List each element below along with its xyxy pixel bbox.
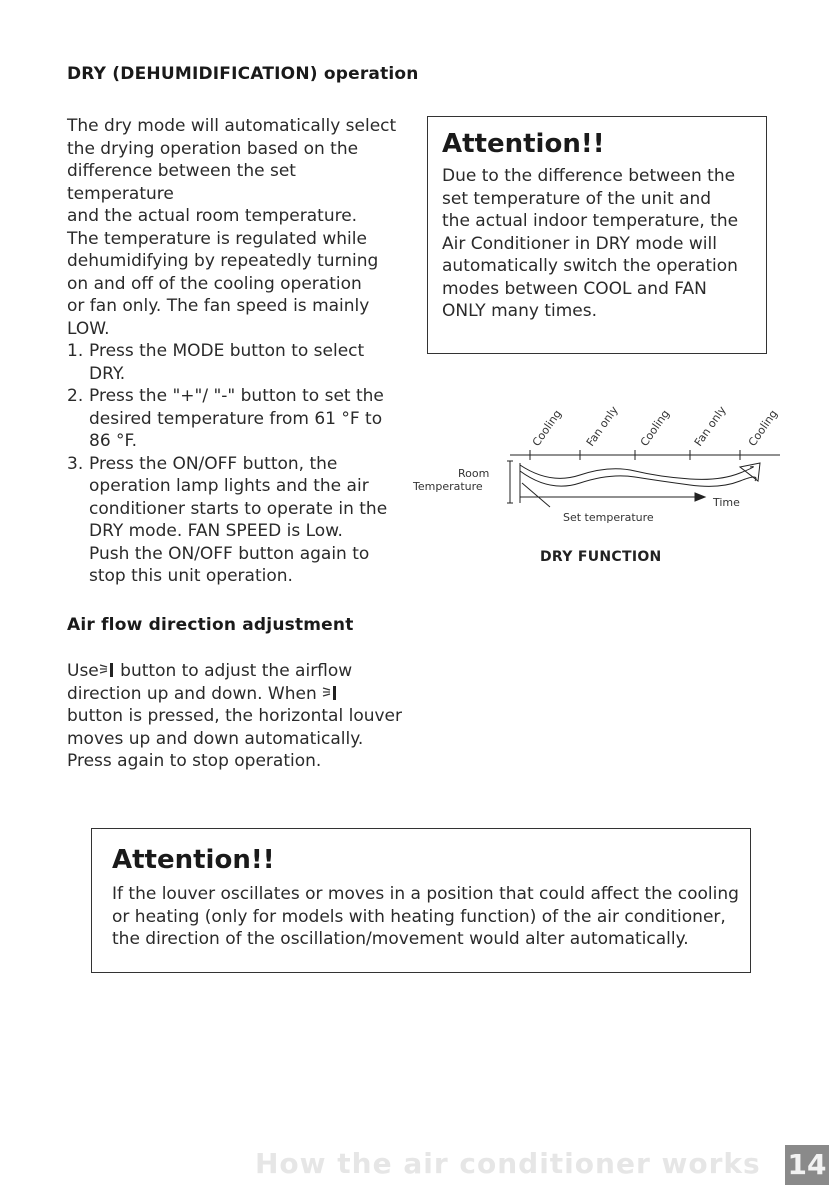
dry-desc-line: the drying operation based on the [67,138,359,159]
step-number: 1. [67,341,84,361]
step-line: DRY mode. FAN SPEED is Low. [89,521,343,541]
temperature-bracket [507,461,520,503]
phase-label-fan-only: Fan only [583,403,621,449]
dry-desc-line: on and off of the cooling operation [67,273,362,294]
attention-line: Air Conditioner in DRY mode will [442,233,717,254]
attention-line: the direction of the oscillation/movement would alter automatically. [112,929,689,949]
temperature-label: Temperature [413,480,483,493]
footer-section-title: How the air conditioner works [255,1147,761,1180]
dry-desc-line: and the actual room temperature. [67,206,358,226]
dry-desc-line: LOW. [67,318,110,339]
airflow-section-heading: Air flow direction adjustment [67,615,354,635]
attention-text [442,165,766,323]
attention-line: If the louver oscillates or moves in a position that could affect the cooling [112,884,739,904]
step-1 [67,340,407,385]
airflow-line1-a: Use [67,661,99,681]
dry-function-diagram [410,385,790,535]
phase-label-cooling: Cooling [745,407,781,449]
step-line: DRY. [89,363,126,384]
dry-desc-line: or fan only. The fan speed is mainly [67,296,370,316]
page-number: 14 [785,1145,829,1185]
airflow-line2-a: direction up and down. When [67,683,323,704]
time-label: Time [713,496,740,509]
dry-desc-line: The dry mode will automatically select [67,116,397,136]
dry-desc-line: The temperature is regulated while [67,228,367,249]
step-line: Press the ON/OFF button, the [89,453,338,474]
step-line: conditioner starts to operate in the [89,498,388,519]
attention-line: automatically switch the operation [442,256,738,276]
attention-line: ONLY many times. [442,301,597,321]
airflow-line: moves up and down automatically. [67,728,364,749]
attention-box-top [427,116,767,354]
set-temperature-label: Set temperature [563,511,654,524]
airflow-line [67,683,487,706]
airflow-description [67,660,487,773]
swing-louver-icon [99,662,115,678]
step-3 [67,453,407,588]
step-line: 86 °F. [89,431,137,451]
attention-text [112,883,750,951]
attention-title: Attention!! [112,845,275,875]
airflow-line [67,660,487,683]
attention-line: Due to the difference between the [442,166,736,186]
dry-function-caption: DRY FUNCTION [540,549,662,565]
swing-louver-icon [322,685,338,701]
step-2 [67,385,407,453]
step-line: Press the "+"/ "-" button to set the [89,386,384,406]
phase-label-cooling: Cooling [637,407,673,449]
time-axis [520,483,705,507]
step-number: 3. [67,453,84,474]
phase-label-cooling: Cooling [529,407,565,449]
phase-interval-line [510,450,780,460]
dry-desc-line: dehumidifying by repeatedly turning [67,251,379,271]
step-line: desired temperature from 61 °F to [89,408,383,429]
attention-box-bottom [91,828,751,973]
attention-line: or heating (only for models with heating function) of the air conditioner, [112,906,726,927]
attention-line: the actual indoor temperature, the [442,211,739,231]
step-line: operation lamp lights and the air [89,476,369,496]
room-temperature-wave [520,463,760,486]
airflow-line1-b: button to adjust the airflow [114,661,353,681]
attention-line: set temperature of the unit and [442,188,712,209]
airflow-line: button is pressed, the horizontal louver [67,706,403,726]
airflow-line: Press again to stop operation. [67,751,322,771]
dry-desc-line: difference between the set temperature [67,161,296,204]
dry-description [67,115,407,588]
step-line: Press the MODE button to select [89,341,365,361]
step-line: stop this unit operation. [89,566,293,586]
step-number: 2. [67,386,84,406]
attention-line: modes between COOL and FAN [442,278,707,299]
step-line: Push the ON/OFF button again to [89,543,370,564]
phase-label-fan-only: Fan only [691,403,729,449]
room-label: Room [458,467,490,480]
dry-section-heading: DRY (DEHUMIDIFICATION) operation [67,64,419,84]
attention-title: Attention!! [442,129,605,159]
